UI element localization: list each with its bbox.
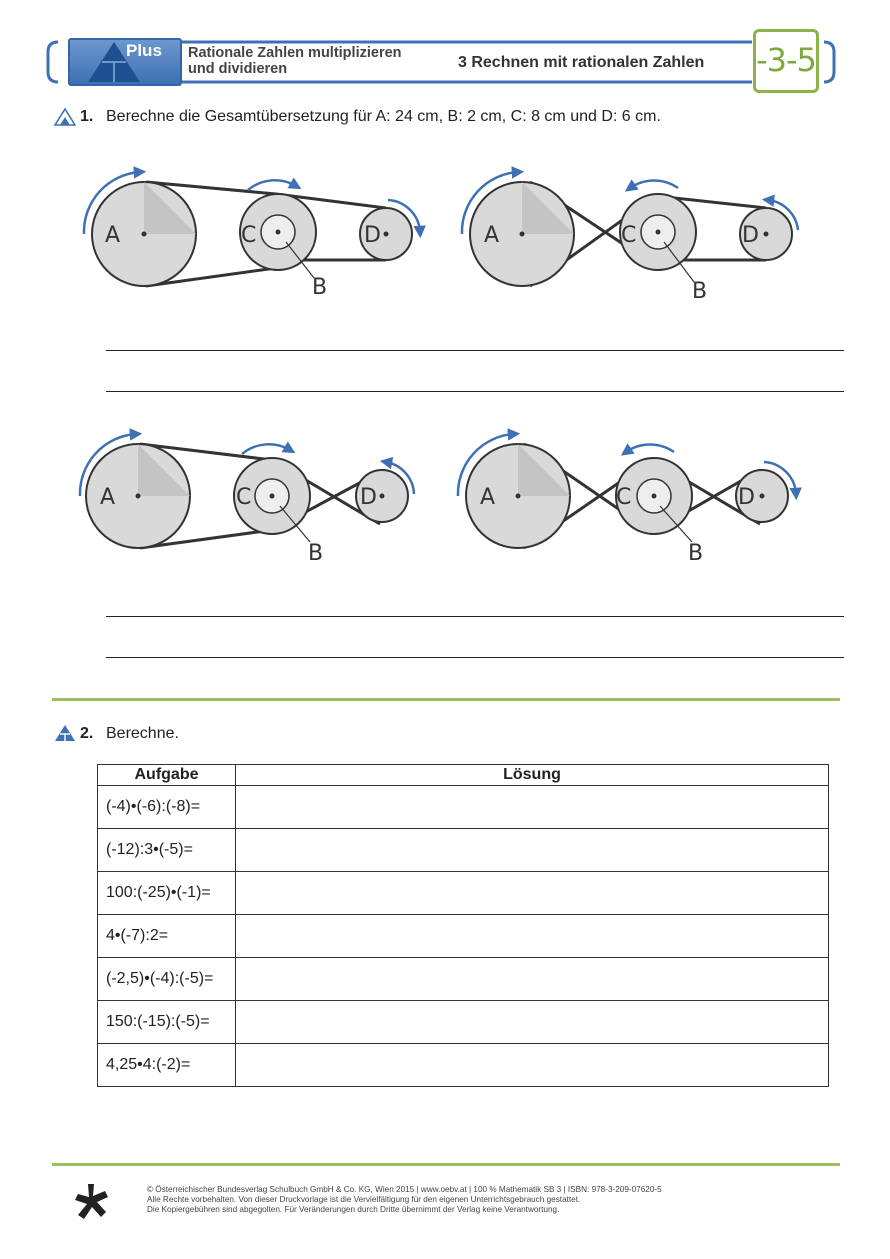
header-loesung: Lösung <box>236 765 829 786</box>
solution-cell[interactable] <box>236 915 829 958</box>
wheel-label-c: C <box>241 223 257 248</box>
footer-divider <box>52 1163 840 1166</box>
section-divider <box>52 698 840 701</box>
task-1-text: Berechne die Gesamtübersetzung für A: 24 cm, B: 2 cm, C: 8 cm und D: 6 cm. <box>106 108 661 125</box>
table-row <box>98 829 829 872</box>
svg-text:B: B <box>688 541 704 566</box>
solution-cell[interactable] <box>236 1001 829 1044</box>
diagram-4 <box>458 434 796 566</box>
exercise-cell: 4,25•4:(-2)= <box>98 1044 236 1087</box>
svg-text:D: D <box>742 223 759 248</box>
difficulty-pyramid-icon <box>54 108 76 126</box>
table-row <box>98 1044 829 1087</box>
solution-cell[interactable] <box>236 786 829 829</box>
exercise-cell: 150:(-15):(-5)= <box>98 1001 236 1044</box>
table-row <box>98 1001 829 1044</box>
exercise-table <box>97 764 829 1087</box>
svg-text:B: B <box>692 279 708 304</box>
table-row <box>98 915 829 958</box>
table-row <box>98 872 829 915</box>
answer-line[interactable] <box>106 391 844 392</box>
wheel-label-d: D <box>364 223 381 248</box>
svg-text:D: D <box>738 485 755 510</box>
plus-badge <box>68 38 182 86</box>
page-code-badge: -3-5 <box>753 29 819 93</box>
svg-text:D: D <box>360 485 377 510</box>
task-2-text: Berechne. <box>106 725 179 742</box>
exercise-cell: (-2,5)•(-4):(-5)= <box>98 958 236 1001</box>
svg-text:B: B <box>308 541 324 566</box>
solution-cell[interactable] <box>236 1044 829 1087</box>
table-row <box>98 786 829 829</box>
answer-line[interactable] <box>106 616 844 617</box>
belt-drive-diagrams <box>0 160 890 580</box>
diagram-1 <box>84 172 420 300</box>
plus-label: Plus <box>126 41 162 60</box>
exercise-cell: (-4)•(-6):(-8)= <box>98 786 236 829</box>
table-row <box>98 958 829 1001</box>
header-aufgabe: Aufgabe <box>98 765 236 786</box>
task-2-number: 2. <box>80 725 94 742</box>
svg-text:A: A <box>100 485 116 510</box>
svg-text:C: C <box>236 485 252 510</box>
diagram-2 <box>462 172 798 304</box>
chapter-title: 3 Rechnen mit rationalen Zahlen <box>458 54 705 71</box>
diagram-3 <box>80 434 414 566</box>
answer-line[interactable] <box>106 350 844 351</box>
svg-text:A: A <box>480 485 496 510</box>
difficulty-pyramid-icon <box>54 724 76 742</box>
exercise-cell: (-12):3•(-5)= <box>98 829 236 872</box>
wheel-label-a: A <box>105 223 121 248</box>
solution-cell[interactable] <box>236 958 829 1001</box>
wheel-label-b: B <box>312 275 328 300</box>
topic-title: Rationale Zahlen multiplizieren und dividieren <box>188 45 402 77</box>
svg-text:A: A <box>484 223 500 248</box>
copyright-notice: © Österreichischer Bundesverlag Schulbuch GmbH & Co. KG, Wien 2015 | www.oebv.at | 100 % Mathematik SB 3 | ISBN: 978-3-209-07620-5 Alle Rechte vorbehalten. Von dieser Druckvorlage ist die Vervielfältigung für den eigenen Unterrichtsgebrauch gestattet. Die Kopiergebühren sind abgegolten. Für Veränderungen durch Dritte übernimmt der Verlag keine Verantwortung. <box>147 1185 662 1214</box>
svg-text:C: C <box>621 223 637 248</box>
answer-line[interactable] <box>106 657 844 658</box>
task-1-number: 1. <box>80 108 94 125</box>
svg-text:C: C <box>616 485 632 510</box>
publisher-logo-icon <box>72 1182 112 1222</box>
exercise-cell: 100:(-25)•(-1)= <box>98 872 236 915</box>
solution-cell[interactable] <box>236 829 829 872</box>
solution-cell[interactable] <box>236 872 829 915</box>
exercise-cell: 4•(-7):2= <box>98 915 236 958</box>
